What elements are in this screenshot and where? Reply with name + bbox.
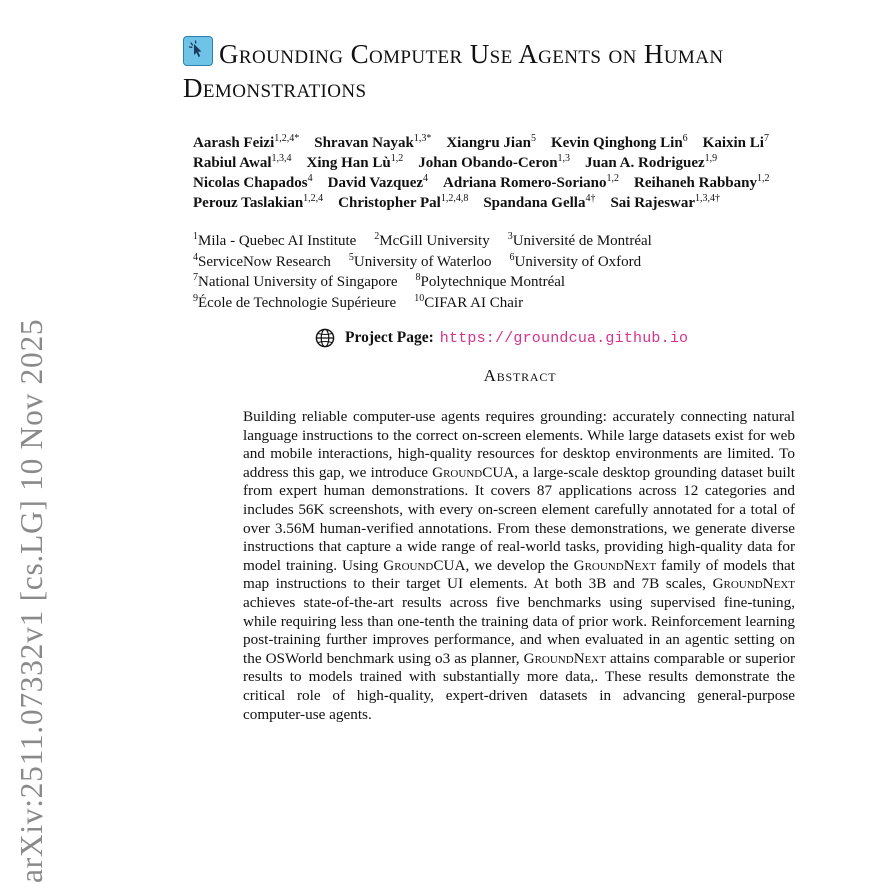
abstract-name-term: GroundCUA (383, 556, 466, 574)
affiliation-number: 5 (348, 251, 354, 263)
abstract-body: Building reliable computer-use agents requires grounding: accurately connecting natural language instructions to the correct on-screen elements. While large datasets exist for web and mobile interactions, high-quality resources for desktop environments are limited. To address this gap, we introduce GroundCUA, a large-scale desktop grounding dataset built from expert human demonstrations. It covers 87 applications across 12 categories and includes 56K screenshots, with every on-screen element carefully annotated for a total of over 3.56M human-verified annotations. From these demonstrations, we generate diverse instructions that capture a wide range of real-world tasks, providing high-quality data for model training. Using GroundCUA, we develop the GroundNext family of models that map instructions to their target UI elements. At both 3B and 7B scales, GroundNext achieves state-of-the-art results across five benchmarks using supervised fine-tuning, while requiring less than one-tenth the training data of prior work. Reinforcement learning post-training further improves performance, and when evaluated in an agentic setting on the OSWorld benchmark using o3 as planner, GroundNext attains comparable or superior results to models trained with substantially more data,. These results demonstrate the critical role of high-quality, expert-driven datasets in advancing general-purpose computer-use agents. (243, 408, 796, 723)
affiliation-number: 6 (509, 251, 515, 263)
affiliation-item: $^6$University of Oxford (509, 251, 642, 270)
affiliation-item: $^4$ServiceNow Research (193, 251, 331, 270)
author-name: Rabiul Awal$^{1,3,4}$ (193, 153, 292, 171)
author-name: Juan A. Rodriguez$^{1,9}$ (585, 153, 718, 171)
author-name: Nicolas Chapados$^4$ (193, 173, 313, 191)
author-affiliation-marker: 5 (530, 133, 536, 144)
author-affiliation-marker: 1,2,4,8 (440, 193, 469, 204)
abstract-name-term: GroundCUA (432, 463, 515, 481)
author-list (193, 133, 883, 213)
author-affiliation-marker: 1,3 (557, 153, 571, 164)
author-name: Adriana Romero-Soriano$^{1,2}$ (443, 173, 620, 191)
author-affiliation-marker: 4† (585, 193, 596, 204)
affiliation-item: $^8$Polytechnique Montréal (415, 272, 566, 290)
author-row (193, 133, 883, 153)
author-name: Kaixin Li$^7$ (702, 133, 769, 151)
author-affiliation-marker: 1,3,4† (695, 193, 721, 204)
author-name: Spandana Gella$^{4\dagger}$ (483, 193, 596, 211)
author-name: David Vazquez$^4$ (327, 173, 429, 191)
affiliation-number: 4 (193, 251, 198, 263)
arxiv-identifier-stamp: arXiv:2511.07332v1 [cs.LG] 10 Nov 2025 (14, 318, 49, 883)
abstract-name-term: GroundNext (573, 556, 657, 574)
project-page-label: Project Page: (345, 329, 434, 346)
author-row (193, 193, 883, 213)
globe-icon (315, 328, 335, 348)
affiliation-item: $^1$Mila - Quebec AI Institute (193, 231, 357, 249)
author-affiliation-marker: 1,3,4 (271, 153, 292, 164)
author-name: Xiangru Jian$^5$ (446, 133, 536, 151)
abstract-heading: Abstract (483, 366, 557, 385)
affiliation-item: $^2$McGill University (374, 231, 490, 249)
abstract-name-term: GroundNext (523, 649, 607, 667)
author-affiliation-marker: 1,2 (606, 173, 620, 184)
author-name: Christopher Pal$^{1,2,4,8}$ (338, 193, 469, 211)
title-line-1: Grounding Computer Use Agents on Human (219, 39, 724, 69)
author-row (193, 173, 883, 193)
author-affiliation-marker: 4 (423, 173, 429, 184)
abstract-name-term: GroundNext (712, 575, 795, 593)
author-name: Shravan Nayak$^{1,3*}$ (314, 133, 432, 151)
affiliation-item: $^9$École de Technologie Supérieure (193, 292, 397, 311)
paper-title (183, 36, 873, 105)
author-affiliation-marker: 6 (682, 133, 688, 144)
paper-title-block (183, 36, 873, 105)
affiliation-row (193, 231, 883, 252)
affiliation-row (193, 272, 883, 293)
affiliation-number: 10 (414, 292, 425, 304)
author-name: Johan Obando-Ceron$^{1,3}$ (418, 153, 571, 171)
cursor-click-logo-icon (183, 36, 213, 66)
affiliation-number: 1 (193, 231, 198, 242)
author-name: Xing Han Lù$^{1,2}$ (306, 153, 404, 171)
affiliation-number: 9 (193, 292, 198, 304)
author-row (193, 153, 883, 173)
author-name: Aarash Feizi$^{1,2,4*}$ (193, 133, 300, 151)
affiliation-item: $^5$University of Waterloo (348, 251, 492, 270)
author-affiliation-marker: 4 (307, 173, 313, 184)
author-name: Kevin Qinghong Lin$^6$ (550, 133, 688, 151)
project-page-link[interactable]: https://groundcua.github.io (439, 329, 689, 347)
author-affiliation-marker: 1,2,4 (303, 193, 324, 204)
title-line-2: Demonstrations (183, 73, 367, 103)
affiliation-row (193, 252, 883, 273)
affiliation-item: $^{10}$CIFAR AI Chair (414, 292, 524, 311)
affiliation-number: 3 (507, 231, 513, 242)
author-affiliation-marker: 1,2 (756, 173, 770, 184)
affiliation-number: 8 (415, 272, 421, 283)
author-affiliation-marker: 1,9 (704, 153, 718, 164)
author-affiliation-marker: 1,2,4* (274, 133, 300, 144)
project-page-line (315, 328, 688, 348)
author-name: Reihaneh Rabbany$^{1,2}$ (634, 173, 770, 191)
affiliation-number: 2 (374, 231, 380, 242)
affiliation-row (193, 293, 883, 314)
affiliation-item: $^7$National University of Singapore (193, 272, 398, 290)
author-name: Perouz Taslakian$^{1,2,4}$ (193, 193, 324, 211)
author-affiliation-marker: 1,2 (390, 153, 404, 164)
author-affiliation-marker: 1,3* (413, 133, 432, 144)
affiliation-list (193, 231, 883, 313)
author-name: Sai Rajeswar$^{1,3,4\dagger}$ (610, 193, 721, 211)
author-affiliation-marker: 7 (763, 133, 769, 144)
affiliation-number: 7 (193, 272, 198, 283)
affiliation-item: $^3$Université de Montréal (507, 231, 652, 249)
